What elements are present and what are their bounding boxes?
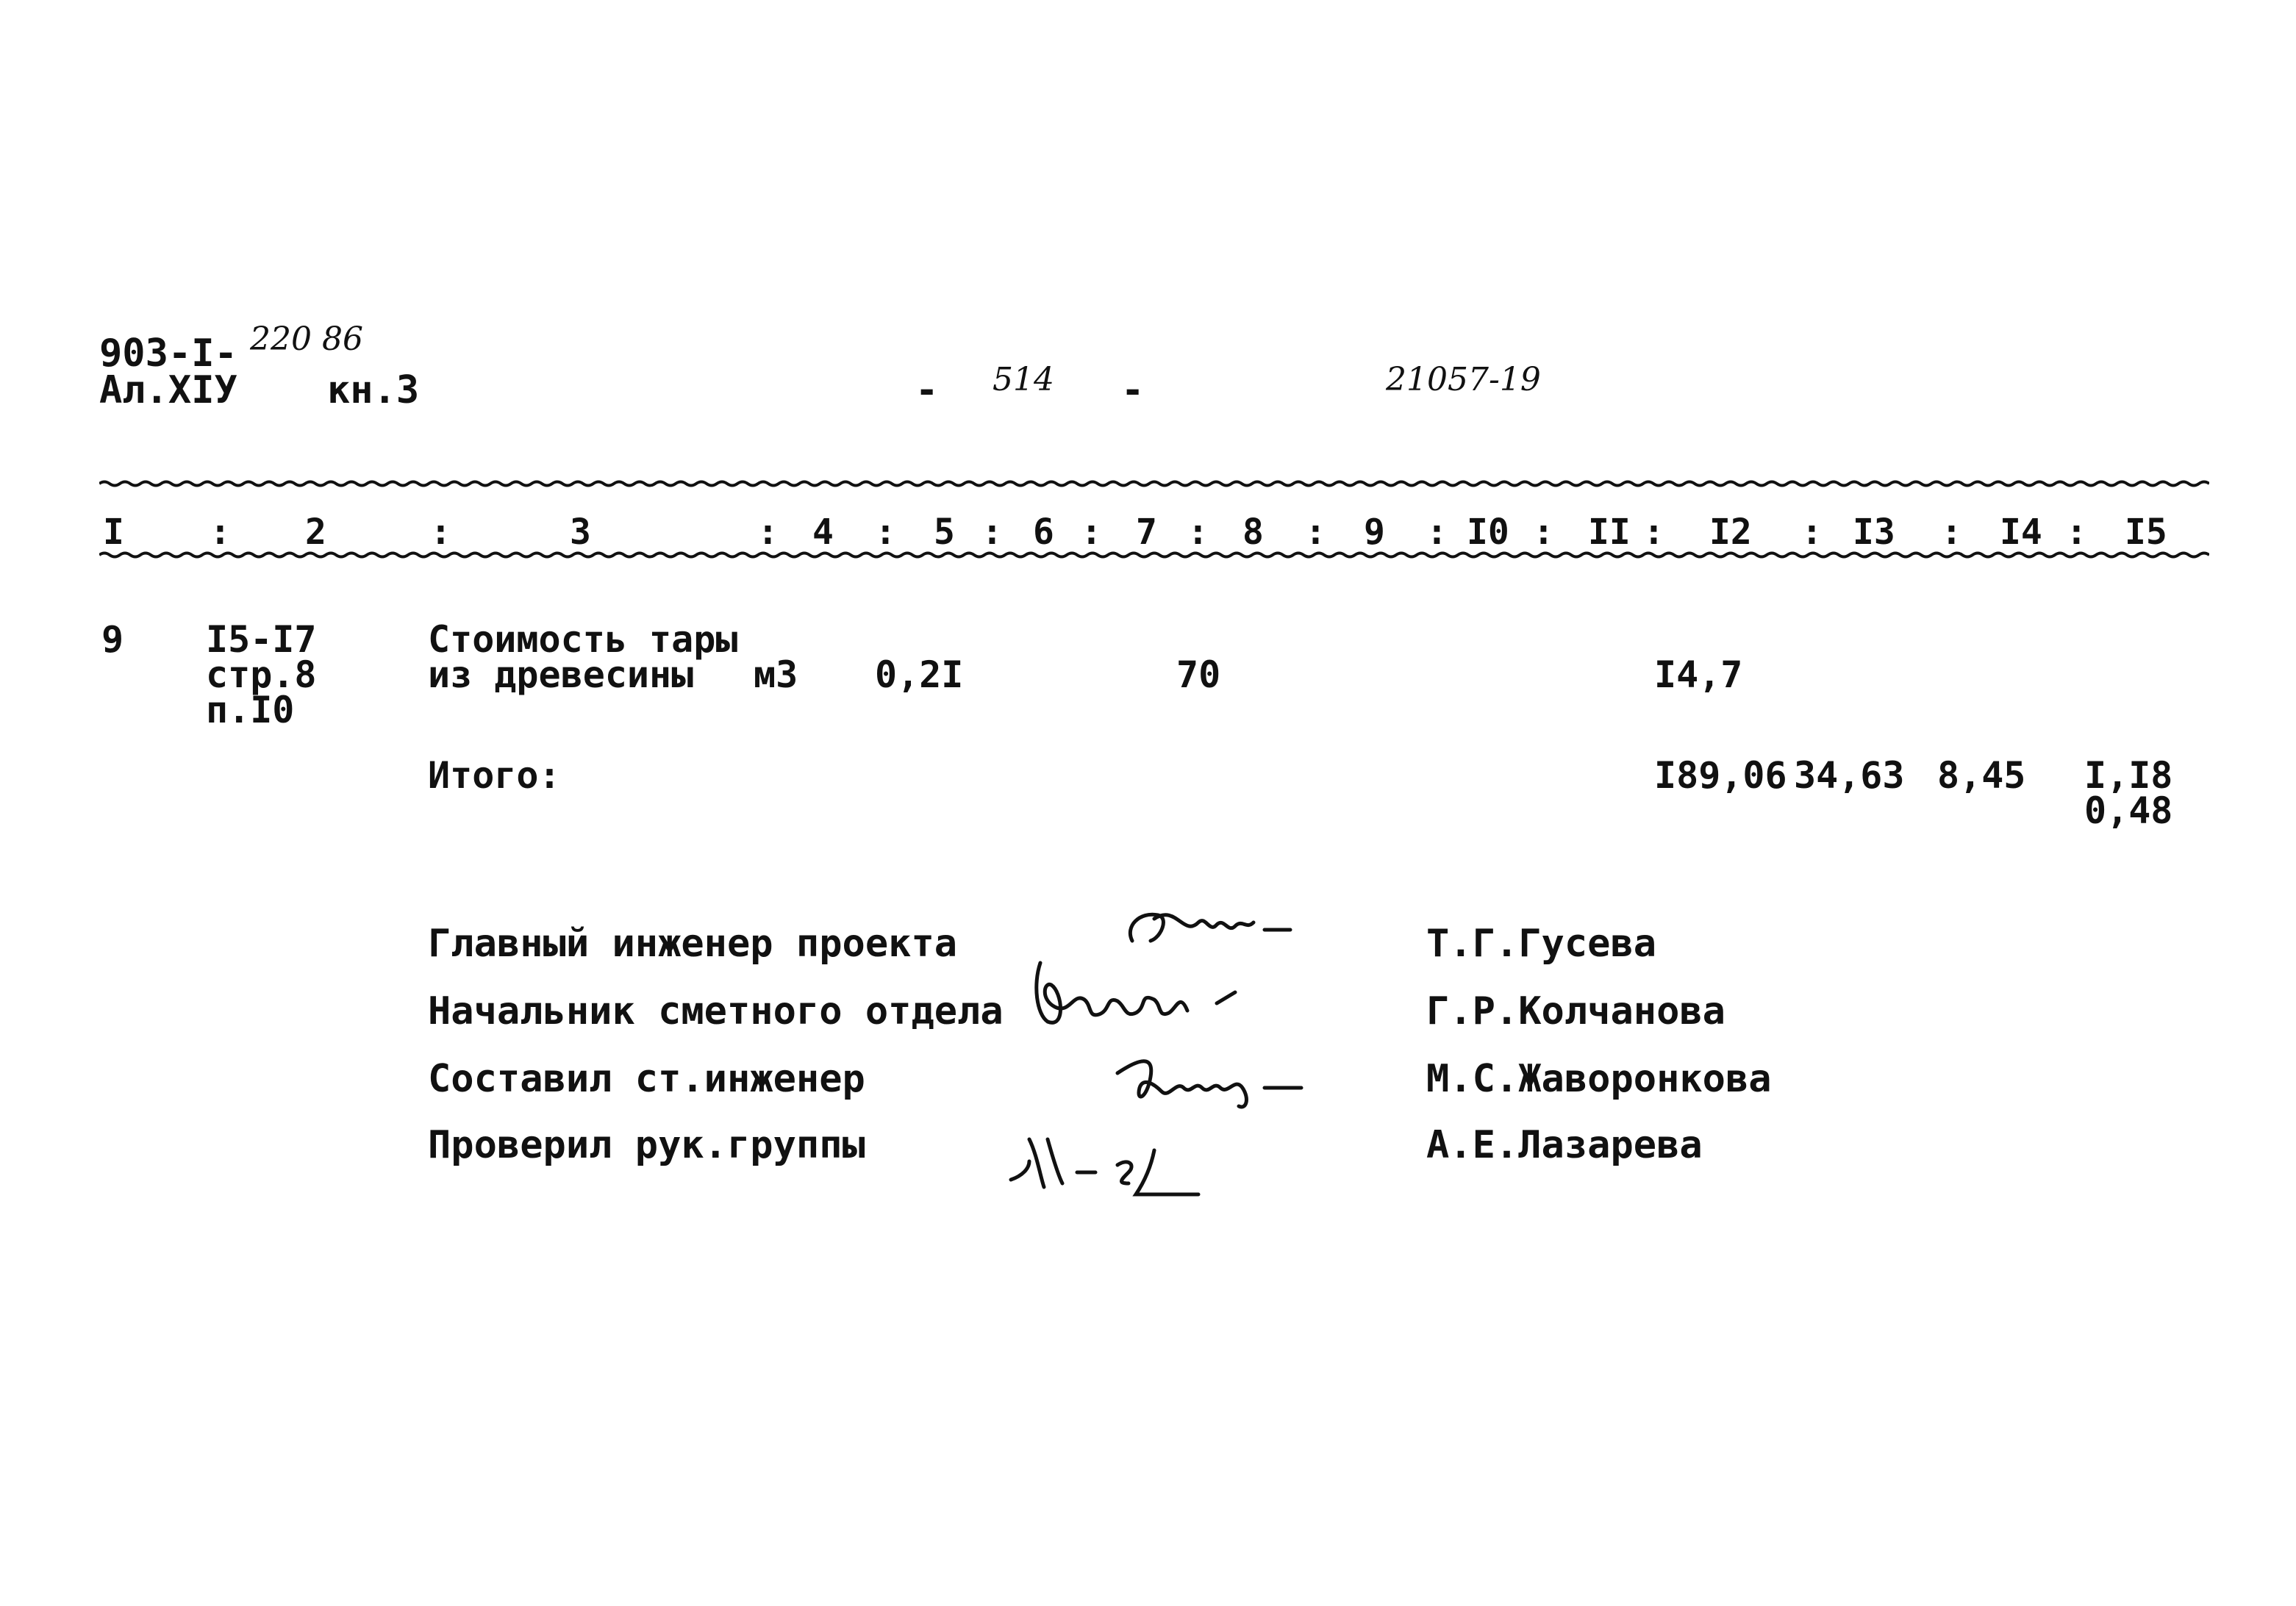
- column-number: 8: [1242, 512, 1264, 553]
- inventory-number: 21057-19: [1386, 361, 1541, 398]
- column-number: 3: [570, 512, 591, 553]
- total-col-12: I89,06: [1654, 754, 1787, 797]
- top-wavy-rule: [99, 476, 2209, 491]
- handwritten-code: 220 86: [250, 320, 363, 358]
- column-number: 4: [812, 512, 834, 553]
- column-separator: :: [757, 512, 779, 553]
- row-description: из древесины: [428, 653, 694, 696]
- row-unit: м3: [754, 653, 798, 696]
- column-separator: :: [210, 512, 231, 553]
- total-col-13: 34,63: [1794, 754, 1905, 797]
- signer-role: Проверил рук.группы: [428, 1123, 865, 1167]
- signer-name: Т.Г.Гусева: [1426, 922, 1657, 966]
- column-separator: :: [1305, 512, 1326, 553]
- column-separator: :: [1081, 512, 1102, 553]
- column-number: II: [1588, 512, 1631, 553]
- column-number: 5: [934, 512, 955, 553]
- page-number: 514: [993, 361, 1054, 398]
- handwritten-signature: [1029, 948, 1250, 1044]
- column-separator: :: [1426, 512, 1448, 553]
- page-dash-right: -: [1121, 368, 1145, 412]
- column-number: 6: [1033, 512, 1054, 553]
- row-number: 9: [101, 618, 124, 661]
- row-quantity: 0,2I: [875, 653, 964, 696]
- total-col-14: 8,45: [1937, 754, 2026, 797]
- page-dash-left: -: [915, 368, 939, 412]
- signer-role: Составил ст.инженер: [428, 1057, 865, 1101]
- column-separator: :: [2066, 512, 2087, 553]
- signer-role: Начальник сметного отдела: [428, 989, 1004, 1033]
- column-separator: :: [875, 512, 896, 553]
- signer-name: А.Е.Лазарева: [1426, 1123, 1703, 1167]
- signer-role: Главный инженер проекта: [428, 922, 958, 966]
- row-description: Стоимость тары: [428, 618, 738, 661]
- document-code: 903-I-: [99, 331, 237, 376]
- column-separator: :: [1643, 512, 1664, 553]
- column-separator: :: [1941, 512, 1962, 553]
- row-reference: п.I0: [206, 689, 295, 731]
- signer-name: Г.Р.Колчанова: [1426, 989, 1725, 1033]
- column-number: 2: [305, 512, 326, 553]
- column-separator: :: [1801, 512, 1823, 553]
- column-number: 7: [1136, 512, 1157, 553]
- column-number: I: [103, 512, 124, 553]
- column-number: I2: [1709, 512, 1752, 553]
- book-label: кн.3: [327, 368, 420, 412]
- signer-name: М.С.Жаворонкова: [1426, 1057, 1772, 1101]
- row-total: I4,7: [1654, 653, 1743, 696]
- column-number: I5: [2125, 512, 2167, 553]
- column-number: 9: [1364, 512, 1385, 553]
- column-separator: :: [430, 512, 451, 553]
- total-col-15-top: I,I8: [2084, 754, 2173, 797]
- column-number: I4: [2000, 512, 2042, 553]
- column-number: I3: [1853, 512, 1895, 553]
- album-label: Ал.XIУ: [99, 368, 237, 412]
- column-number: I0: [1467, 512, 1509, 553]
- total-col-15-bottom: 0,48: [2084, 789, 2173, 832]
- column-separator: :: [981, 512, 1003, 553]
- row-reference: стр.8: [206, 653, 317, 696]
- column-separator: :: [1187, 512, 1209, 553]
- column-separator: :: [1533, 512, 1554, 553]
- totals-label: Итого:: [428, 754, 561, 797]
- handwritten-signature: [1110, 1047, 1309, 1114]
- row-reference: I5-I7: [206, 618, 317, 661]
- handwritten-signature: [1007, 1125, 1228, 1205]
- row-price: 70: [1176, 653, 1221, 696]
